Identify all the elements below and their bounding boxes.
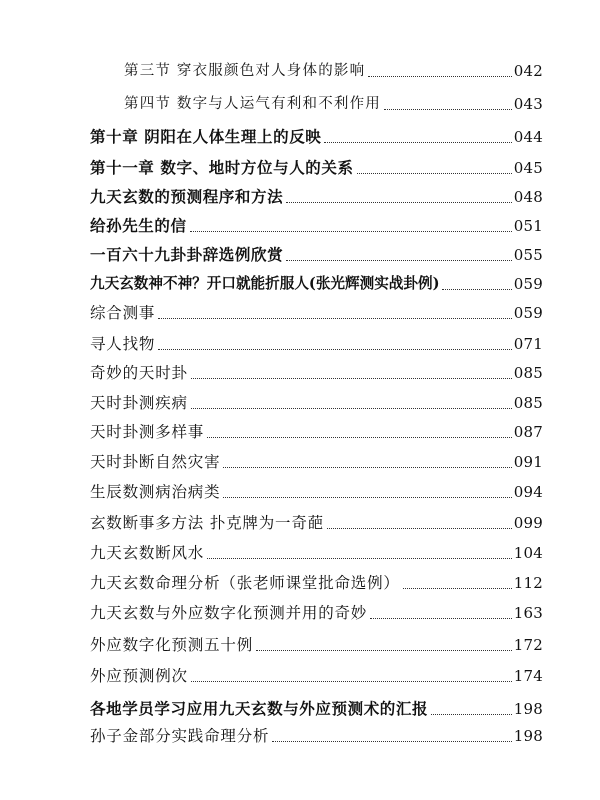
toc-entry-title: 外应数字化预测五十例 (90, 636, 254, 654)
toc-entry-title: 九天玄数的预测程序和方法 (90, 187, 284, 206)
dot-leader (368, 76, 511, 77)
toc-entry-page: 099 (513, 514, 543, 532)
toc-entry-page: 174 (513, 667, 543, 685)
dot-leader (207, 437, 512, 438)
dot-leader (384, 109, 512, 110)
toc-entry-page: 085 (513, 394, 543, 412)
toc-entry[interactable] (90, 300, 543, 324)
toc-entry-page: 112 (513, 574, 543, 592)
toc-entry[interactable] (90, 124, 543, 148)
dot-leader (191, 408, 512, 409)
toc-entry-title: 外应预测例次 (90, 667, 188, 685)
toc-entry-title: 九天玄数命理分析（张老师课堂批命选例） (90, 574, 400, 592)
toc-entry-page: 059 (513, 304, 543, 322)
dot-leader (442, 289, 511, 290)
toc-entry[interactable] (90, 696, 543, 720)
toc-entry-title: 第三节 穿衣服颜色对人身体的影响 (124, 63, 366, 79)
toc-entry-title: 孙子金部分实践命理分析 (90, 727, 270, 745)
toc-entry[interactable] (90, 600, 543, 624)
dot-leader (158, 349, 512, 350)
toc-entry[interactable] (90, 242, 543, 266)
toc-entry-title: 给孙先生的信 (90, 216, 187, 235)
toc-entry-page: 042 (513, 62, 543, 80)
toc-entry-title: 各地学员学习应用九天玄数与外应预测术的汇报 (90, 699, 429, 718)
toc-entry-page: 198 (513, 727, 543, 745)
toc-entry-page: 163 (513, 604, 543, 622)
toc-entry-title: 寻人找物 (90, 335, 156, 353)
toc-entry[interactable] (90, 540, 543, 564)
toc-entry-page: 059 (513, 275, 543, 293)
toc-entry-title: 奇妙的天时卦 (90, 364, 188, 382)
dot-leader (286, 202, 512, 203)
toc-entry-page: 044 (513, 128, 543, 146)
toc-entry-title: 第十一章 数字、地时方位与人的关系 (90, 158, 354, 177)
dot-leader (223, 467, 511, 468)
toc-entry-title: 天时卦断自然灾害 (90, 453, 221, 471)
dot-leader (431, 714, 512, 715)
dot-leader (191, 681, 512, 682)
toc-entry[interactable] (90, 570, 543, 594)
toc-entry-title: 生辰数测病治病类 (90, 483, 221, 501)
dot-leader (286, 260, 512, 261)
dot-leader (190, 231, 512, 232)
toc-entry[interactable] (90, 510, 543, 534)
toc-entry-page: 055 (513, 246, 543, 264)
toc-entry-page: 087 (513, 423, 543, 441)
toc-entry[interactable] (90, 479, 543, 503)
toc-entry-page: 085 (513, 364, 543, 382)
dot-leader (272, 741, 511, 742)
toc-entry-page: 051 (513, 217, 543, 235)
toc-entry[interactable] (90, 271, 543, 295)
toc-entry-title: 玄数断事多方法 扑克牌为一奇葩 (90, 514, 324, 532)
dot-leader (324, 142, 511, 143)
toc-entry[interactable] (90, 663, 543, 687)
dot-leader (158, 318, 512, 319)
toc-entry[interactable] (90, 360, 543, 384)
toc-entry-page: 091 (513, 453, 543, 471)
toc-entry-title: 天时卦测疾病 (90, 394, 188, 412)
toc-entry[interactable] (90, 213, 543, 237)
toc-entry-page: 071 (513, 335, 543, 353)
dot-leader (403, 588, 512, 589)
toc-entry-title: 九天玄数与外应数字化预测并用的奇妙 (90, 604, 368, 622)
toc-entry-page: 048 (513, 188, 543, 206)
toc-entry[interactable] (124, 58, 543, 82)
toc-entry-page: 104 (513, 544, 543, 562)
toc-entry[interactable] (90, 449, 543, 473)
toc-entry[interactable] (90, 419, 543, 443)
toc-entry-title: 九天玄数神不神？开口就能折服人(张光辉测实战卦例) (90, 275, 440, 292)
toc-entry-title: 天时卦测多样事 (90, 423, 205, 441)
toc-entry-page: 043 (513, 95, 543, 113)
toc-entry[interactable] (90, 155, 543, 179)
toc-entry-title: 九天玄数断风水 (90, 544, 205, 562)
dot-leader (207, 558, 512, 559)
dot-leader (191, 378, 512, 379)
toc-entry-title: 一百六十九卦卦辞选例欣赏 (90, 245, 284, 264)
dot-leader (327, 528, 512, 529)
dot-leader (223, 497, 511, 498)
dot-leader (370, 618, 512, 619)
toc-entry[interactable] (90, 184, 543, 208)
dot-leader (256, 650, 512, 651)
toc-entry[interactable] (90, 723, 543, 747)
dot-leader (357, 173, 512, 174)
toc-entry-page: 045 (513, 159, 543, 177)
toc-entry[interactable] (124, 91, 543, 115)
toc-entry[interactable] (90, 632, 543, 656)
toc-entry-title: 第十章 阴阳在人体生理上的反映 (90, 127, 322, 146)
toc-entry-page: 094 (513, 483, 543, 501)
toc-entry-title: 第四节 数字与人运气有利和不利作用 (124, 96, 382, 112)
toc-entry-page: 172 (513, 636, 543, 654)
toc-entry-title: 综合测事 (90, 304, 156, 322)
toc-entry-page: 198 (513, 700, 543, 718)
toc-entry[interactable] (90, 331, 543, 355)
toc-entry[interactable] (90, 390, 543, 414)
